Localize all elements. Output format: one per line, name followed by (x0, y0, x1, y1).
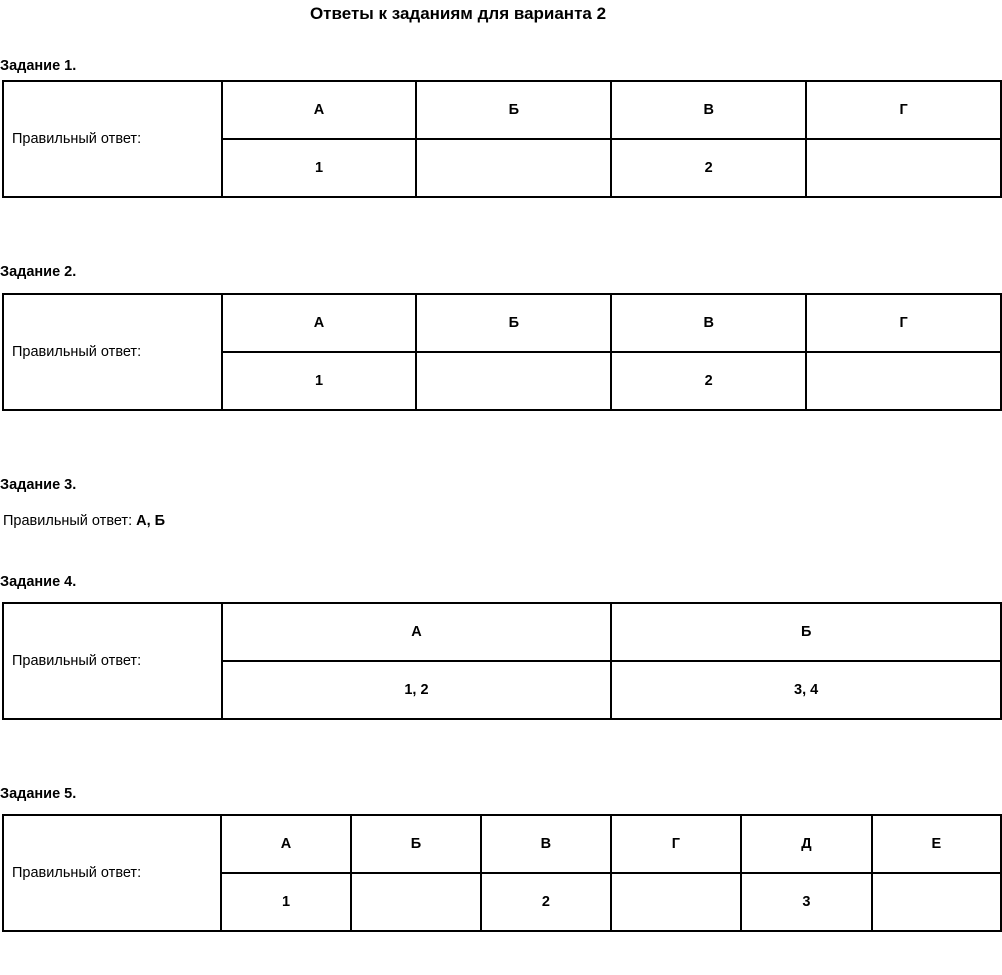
header-cell: Б (611, 603, 1001, 661)
table-header-row (3, 815, 1001, 873)
header-cell: В (611, 81, 806, 139)
answer-cell: 2 (611, 139, 806, 197)
task-3-label: Задание 3. (0, 477, 77, 493)
page-title: Ответы к заданиям для варианта 2 (309, 4, 607, 23)
answer-value: А, Б (136, 513, 166, 529)
answer-cell: 1, 2 (222, 661, 612, 719)
task-5-answer-table (2, 814, 1002, 932)
task-1-answer-table (2, 80, 1002, 198)
answer-cell (872, 873, 1001, 931)
header-cell: Б (416, 81, 611, 139)
header-cell: А (221, 815, 350, 873)
answer-cell (806, 139, 1001, 197)
task-2-answer-table (2, 293, 1002, 411)
answer-label: Правильный ответ: (3, 81, 222, 197)
answer-cell (806, 352, 1001, 410)
task-1-label: Задание 1. (0, 58, 77, 74)
answer-label: Правильный ответ: (3, 815, 221, 931)
answer-cell: 3 (741, 873, 872, 931)
header-cell: Б (416, 294, 611, 352)
answer-label: Правильный ответ: (3, 294, 222, 410)
answer-label: Правильный ответ: (3, 603, 222, 719)
table-header-row (3, 81, 1001, 139)
answer-cell: 1 (222, 139, 417, 197)
header-cell: А (222, 603, 612, 661)
header-cell: Е (872, 815, 1001, 873)
header-cell: В (611, 294, 806, 352)
answer-cell (611, 873, 742, 931)
header-cell: Г (806, 81, 1001, 139)
answer-cell (416, 352, 611, 410)
header-cell: А (222, 81, 417, 139)
answer-cell: 1 (221, 873, 350, 931)
task-5-label: Задание 5. (0, 786, 77, 802)
table-header-row (3, 294, 1001, 352)
header-cell: Д (741, 815, 872, 873)
header-cell: Б (351, 815, 482, 873)
answer-cell: 3, 4 (611, 661, 1001, 719)
header-cell: Г (611, 815, 742, 873)
table-header-row (3, 603, 1001, 661)
answer-cell: 2 (481, 873, 610, 931)
task-2-label: Задание 2. (0, 264, 77, 280)
header-cell: А (222, 294, 417, 352)
answer-label: Правильный ответ: (3, 513, 133, 529)
answer-cell: 2 (611, 352, 806, 410)
task-4-answer-table (2, 602, 1002, 720)
answer-cell (416, 139, 611, 197)
header-cell: Г (806, 294, 1001, 352)
answer-cell: 1 (222, 352, 417, 410)
answer-cell (351, 873, 482, 931)
task-4-label: Задание 4. (0, 574, 77, 590)
header-cell: В (481, 815, 610, 873)
task-3-answer (3, 513, 165, 529)
